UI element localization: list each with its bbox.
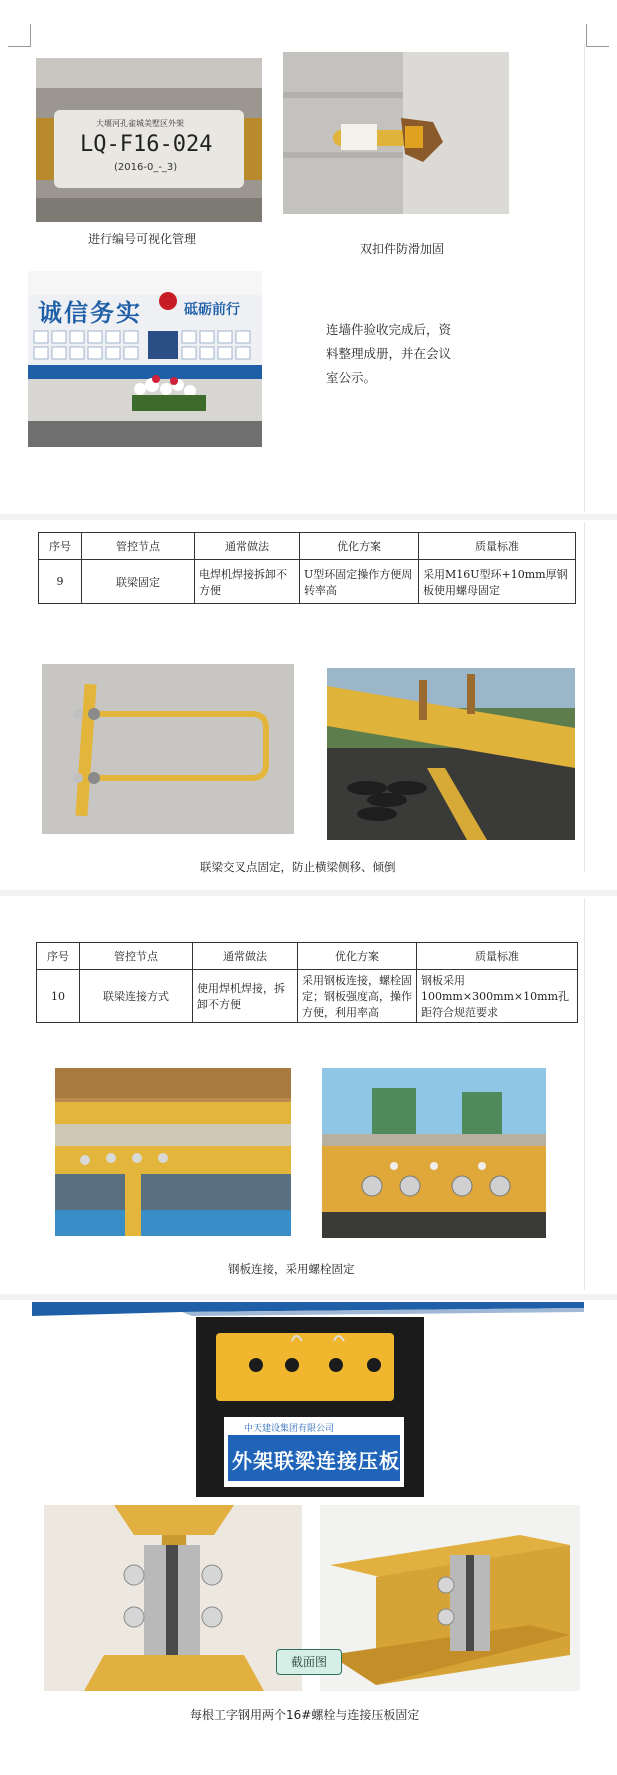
tag-code: LQ-F16-024 <box>80 132 213 157</box>
i-beam-section-render <box>44 1505 302 1691</box>
page-corner-mark-left <box>8 24 31 47</box>
u-bolt-photo <box>42 664 294 834</box>
page-gap-1 <box>0 514 617 520</box>
cell-usual-practice: 使用焊机焊接，拆卸不方便 <box>193 970 298 1023</box>
cell-quality-standard: 采用M16U型环+10mm厚钢板使用螺母固定 <box>419 560 576 604</box>
control-table-10 <box>36 942 578 1023</box>
header-optimization: 优化方案 <box>300 533 419 560</box>
sign-company-name: 中天建设集团有限公司 <box>244 1424 335 1434</box>
page-gap-3 <box>0 1294 617 1300</box>
caption-steel-plate-connection: 钢板连接，采用螺栓固定 <box>228 1262 355 1276</box>
connection-plate-sign-photo <box>196 1317 424 1497</box>
double-clamp-photo <box>283 52 509 214</box>
page-gap-2 <box>0 890 617 896</box>
header-index: 序号 <box>39 533 82 560</box>
table-row <box>37 970 578 1023</box>
header-control-node: 管控节点 <box>82 533 195 560</box>
table-header-row <box>37 943 578 970</box>
blue-banner-stripe <box>32 1302 584 1316</box>
header-quality-standard: 质量标准 <box>419 533 576 560</box>
wall-slogan: 诚信务实 <box>38 299 142 327</box>
table-row <box>39 560 576 604</box>
cell-optimization: 采用钢板连接，螺栓固定；钢板强度高，操作方便，利用率高 <box>298 970 417 1023</box>
sign-title: 外架联梁连接压板 <box>232 1449 400 1473</box>
document-page-1 <box>32 44 585 512</box>
cell-index: 10 <box>37 970 80 1023</box>
cell-index: 9 <box>39 560 82 604</box>
cell-control-node: 联梁连接方式 <box>80 970 193 1023</box>
caption-i-beam-bolts: 每根工字钢用两个16#螺栓与连接压板固定 <box>190 1708 420 1722</box>
page-corner-mark-right <box>586 24 609 47</box>
cell-control-node: 联梁固定 <box>82 560 195 604</box>
steel-plate-bolts-photo <box>55 1068 291 1236</box>
numbered-tag-photo <box>36 58 262 222</box>
cell-optimization: U型环固定操作方便周转率高 <box>300 560 419 604</box>
caption-beam-cross-fixing: 联梁交叉点固定，防止横梁侧移、倾倒 <box>200 860 396 874</box>
i-beam-connection-render <box>320 1505 580 1691</box>
header-index: 序号 <box>37 943 80 970</box>
header-control-node: 管控节点 <box>80 943 193 970</box>
wall-slogan-2: 砥砺前行 <box>184 302 240 318</box>
caption-double-clamp: 双扣件防滑加固 <box>360 242 445 256</box>
tag-line-1: 大堰河孔雀城美墅区外架 <box>96 119 184 128</box>
cell-usual-practice: 电焊机焊接拆卸不方便 <box>195 560 300 604</box>
control-table-9 <box>38 532 576 604</box>
header-quality-standard: 质量标准 <box>417 943 578 970</box>
header-usual-practice: 通常做法 <box>193 943 298 970</box>
section-view-label: 截面图 <box>290 1655 327 1669</box>
section-view-badge <box>276 1649 342 1675</box>
header-usual-practice: 通常做法 <box>195 533 300 560</box>
beam-clamp-site-photo <box>327 668 575 840</box>
tag-date: (2016-0_-_3) <box>114 162 178 173</box>
wall-tie-note: 连墙件验收完成后，资料整理成册，并在会议室公示。 <box>326 322 452 385</box>
steel-plate-connection-photo <box>322 1068 546 1238</box>
caption-numbering: 进行编号可视化管理 <box>88 232 197 246</box>
meeting-room-wall-photo <box>28 271 262 447</box>
table-header-row <box>39 533 576 560</box>
header-optimization: 优化方案 <box>298 943 417 970</box>
cell-quality-standard: 钢板采用100mm×300mm×10mm孔距符合规范要求 <box>417 970 578 1023</box>
